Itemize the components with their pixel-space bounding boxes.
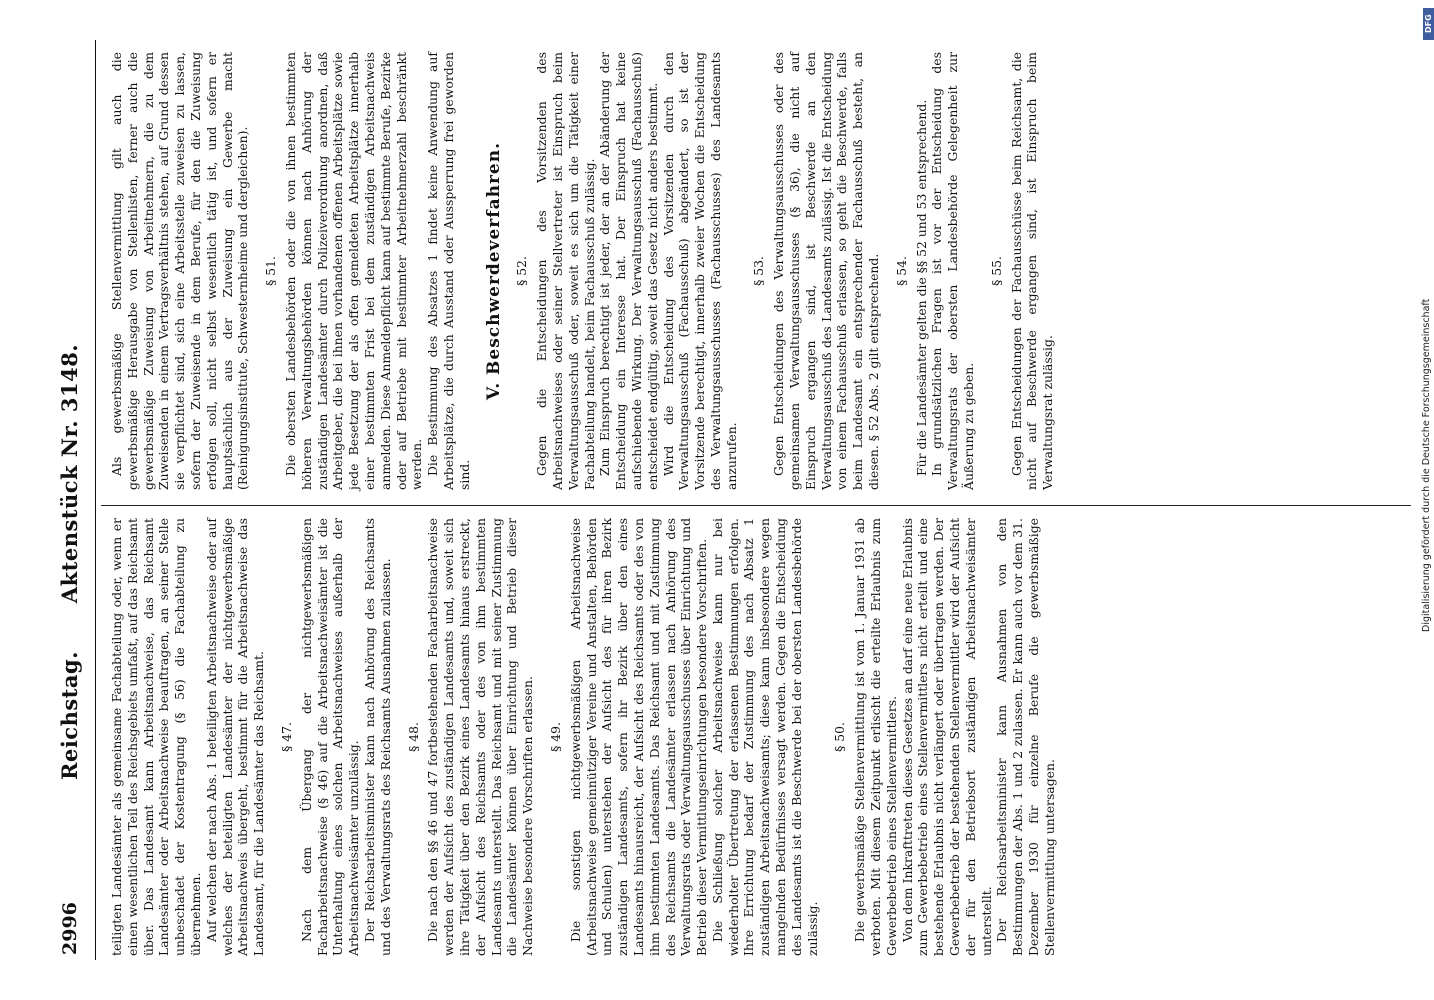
paragraph: Die Schließung solcher Arbeitsnachweise kann nur bei wiederholter Übertretung der erlassenen Bestimmungen erfolgen. Ihre Errichtung bedarf der Zustimmung des nach Absatz 1 zuständigen Arbeitsnachweisamts; diese kann insbesondere wegen mangelnden Bedürfnisses versagt werden. Gegen die Entscheidung des Landesamts ist die Beschwerde bei der obersten Landesbehörde zulässig. xyxy=(709,518,820,956)
running-title-right: Aktenstück Nr. 3148. xyxy=(57,343,82,604)
section-heading: § 53. xyxy=(751,256,767,286)
paragraph: Die obersten Landesbehörden oder die von ihnen bestimmten höheren Verwaltungsbehörden können nach Anhörung der zuständigen Landesämter durch Polizeiverordnung anordnen, daß Arbeitgeber, die bei ihnen vorhandenen offenen Arbeitsplätze sowie jede Besetzung der als offen gemeldeten Arbeitsplätze innerhalb einer bestimmten Frist bei dem zuständigen Arbeitsnachweis anmelden. Diese Anmeldepflicht kann auf bestimmte Berufe, Bezirke oder auf Betriebe mit bestimmter Arbeitnehmerzahl beschränkt werden. xyxy=(282,52,425,490)
paragraph: In grundsätzlichen Fragen ist vor der Entscheidung des Verwaltungsrats der obersten Landesbehörde Gelegenheit zur Äußerung zu geben. xyxy=(929,52,977,490)
right-column xyxy=(109,52,1056,490)
section-heading: § 54. xyxy=(893,256,909,286)
paragraph: Auf welchen der nach Abs. 1 beteiligten Arbeitsnachweise oder auf welches der beteiligten Landesämter der nichtgewerbsmäßige Arbeitsnachweis übergeht, bestimmt für die Arbeitsnachweise das Landesamt, für die Landesämter das Reichsamt. xyxy=(203,518,267,956)
paragraph: Als gewerbsmäßige Stellenvermittlung gilt auch die gewerbsmäßige Herausgabe von Stellenlisten, ferner auch die gewerbsmäßige Zuweisung von Arbeitnehmern, die zu dem Zuweisenden in einem Vertragsverhältnis stehen, auf Grund dessen sie verpflichtet sind, sich eine Arbeitsstelle zuweisen zu lassen, sofern der Zuweisende in dem Berufe, für den die Zuweisung erfolgen soll, nicht selbst wesentlich tätig ist, und sofern er hauptsächlich aus der Zuweisung ein Gewerbe macht (Reinigungsinstitute, Schwesternheime und dergleichen). xyxy=(109,52,251,490)
paragraph: teiligten Landesämter als gemeinsame Fachabteilung oder, wenn er einen wesentlichen Teil des Reichsgebiets umfaßt, auf das Reichsamt über. Das Landesamt kann Arbeitsnachweise, das Reichsamt Landesämter oder Arbeitsnachweise beauftragen, an seiner Stelle unbeschadet der Kostentragung (§ 56) die Fachabteilung zu übernehmen. xyxy=(109,518,203,956)
chapter-heading: V. Beschwerdeverfahren. xyxy=(483,141,504,401)
paragraph: Gegen Entscheidungen der Fachausschüsse beim Reichsamt, die nicht auf Beschwerde ergangen sind, ist Einspruch beim Verwaltungsrat zulässig. xyxy=(1008,52,1056,490)
header-rule xyxy=(95,40,96,960)
credit-text: Digitalisierung gefördert durch die Deutsche Forschungsgemeinschaft xyxy=(1421,298,1432,632)
page-header xyxy=(45,40,105,960)
running-title-left: Reichstag. xyxy=(57,651,82,780)
page-number: 2996 xyxy=(59,902,81,955)
section-heading: § 50. xyxy=(832,722,848,752)
paragraph: Die Bestimmung des Absatzes 1 findet keine Anwendung auf Arbeitsplätze, die durch Ausstand oder Aussperrung frei geworden sind. xyxy=(425,52,472,490)
section-heading: § 51. xyxy=(263,256,279,286)
paragraph: Der Reichsarbeitsminister kann nach Anhörung des Reichsamts und des Verwaltungsrats des Reichsamts Ausnahmen zulassen. xyxy=(361,518,393,956)
paragraph: Der Reichsarbeitsminister kann Ausnahmen von den Bestimmungen der Abs. 1 und 2 zulassen. Er kann auch vor dem 31. Dezember 1930 für einzelne Berufe die gewerbsmäßige Stellenvermittlung untersagen. xyxy=(994,518,1057,956)
section-heading: § 47. xyxy=(278,722,294,752)
paragraph: Wird die Entscheidung des Vorsitzenden durch den Verwaltungsausschuß (Fachausschuß) abgeändert, so ist der Vorsitzende berechtigt, innerhalb zweier Wochen die Entscheidung des Verwaltungsausschusses (Fachausschusses) des Landesamts anzurufen. xyxy=(660,52,739,490)
paragraph: Gegen Entscheidungen des Verwaltungsausschusses oder des gemeinsamen Verwaltungsausschusses (§ 36), die nicht auf Einspruch ergangen sind, ist Beschwerde an den Verwaltungsausschuß des Landesamts zulässig. Ist die Entscheidung von einem Fachausschuß erlassen, so geht die Beschwerde, falls beim Landesamt ein entsprechender Fachausschuß besteht, an diesen. § 52 Abs. 2 gilt entsprechend. xyxy=(771,52,882,490)
document-page xyxy=(45,40,1415,960)
running-title xyxy=(57,344,82,780)
paragraph: Von dem Inkrafttreten dieses Gesetzes an darf eine neue Erlaubnis zum Gewerbebetrieb eines Stellenvermittlers nicht erteilt und eine bestehende Erlaubnis nicht verlängert oder übertragen werden. Der Gewerbebetrieb der bestehenden Stellenvermittler wird der Aufsicht der für den Betriebsort zuständigen Arbeitsnachweisämter unterstellt. xyxy=(899,518,994,956)
dfg-logo: DFG xyxy=(1423,8,1434,40)
section-heading: § 55. xyxy=(988,256,1004,286)
digitization-credit xyxy=(1420,232,1434,692)
paragraph: Die nach den §§ 46 und 47 fortbestehenden Facharbeitsnachweise werden der Aufsicht des zuständigen Landesamts und, soweit sich ihre Tätigkeit über den Bezirk eines Landesamts hinaus erstreckt, der Aufsicht des Reichsamts oder des von ihm bestimmten Landesamts unterstellt. Das Reichsamt und mit seiner Zustimmung die Landesämter können über Einrichtung und Betrieb dieser Nachweise besondere Vorschriften erlassen. xyxy=(425,518,536,956)
section-heading: § 48. xyxy=(405,722,421,752)
paragraph: Zum Einspruch berechtigt ist jeder, der an der Abänderung der Entscheidung ein Interesse hat. Der Einspruch hat keine aufschiebende Wirkung. Der Verwaltungsausschuß (Fachausschuß) entscheidet endgültig, soweit das Gesetz nicht anders bestimmt. xyxy=(597,52,660,490)
paragraph: Die gewerbsmäßige Stellenvermittlung ist vom 1. Januar 1931 ab verboten. Mit diesem Zeitpunkt erlischt die erteilte Erlaubnis zum Gewerbebetrieb eines Stellenvermittlers. xyxy=(852,518,899,956)
paragraph: Nach dem Übergang der nichtgewerbsmäßigen Facharbeitsnachweise (§ 46) auf die Arbeitsnachweisämter ist die Unterhaltung eines solchen Arbeitsnachweises außerhalb der Arbeitsnachweisämter unzulässig. xyxy=(298,518,362,956)
paragraph: Für die Landesämter gelten die §§ 52 und 53 entsprechend. xyxy=(913,99,929,476)
column-divider xyxy=(101,505,1411,506)
left-column xyxy=(109,518,1058,956)
section-heading: § 52. xyxy=(514,256,530,286)
paragraph: Die sonstigen nichtgewerbsmäßigen Arbeitsnachweise (Arbeitsnachweise gemeinnütziger Vereine und Anstalten, Behörden und Schulen) unterstehen der Aufsicht des für ihren Bezirk zuständigen Landesamts, sofern ihr Bezirk über den eines Landesamts hinausreicht, der Aufsicht des Reichsamts oder des von ihm bestimmten Landesamts. Das Reichsamt und mit Zustimmung des Reichsamts die Landesämter erlassen nach Anhörung des Verwaltungsrats oder Verwaltungsausschusses über Einrichtung und Betrieb dieser Vermittlungseinrichtungen besondere Vorschriften. xyxy=(567,518,710,956)
section-heading: § 49. xyxy=(547,722,563,752)
paragraph: Gegen die Entscheidungen des Vorsitzenden des Arbeitsnachweises oder seiner Stellvertreter ist Einspruch beim Verwaltungsausschuß oder, soweit es sich um die Tätigkeit einer Fachabteilung handelt, beim Fachausschuß zulässig. xyxy=(534,52,597,490)
